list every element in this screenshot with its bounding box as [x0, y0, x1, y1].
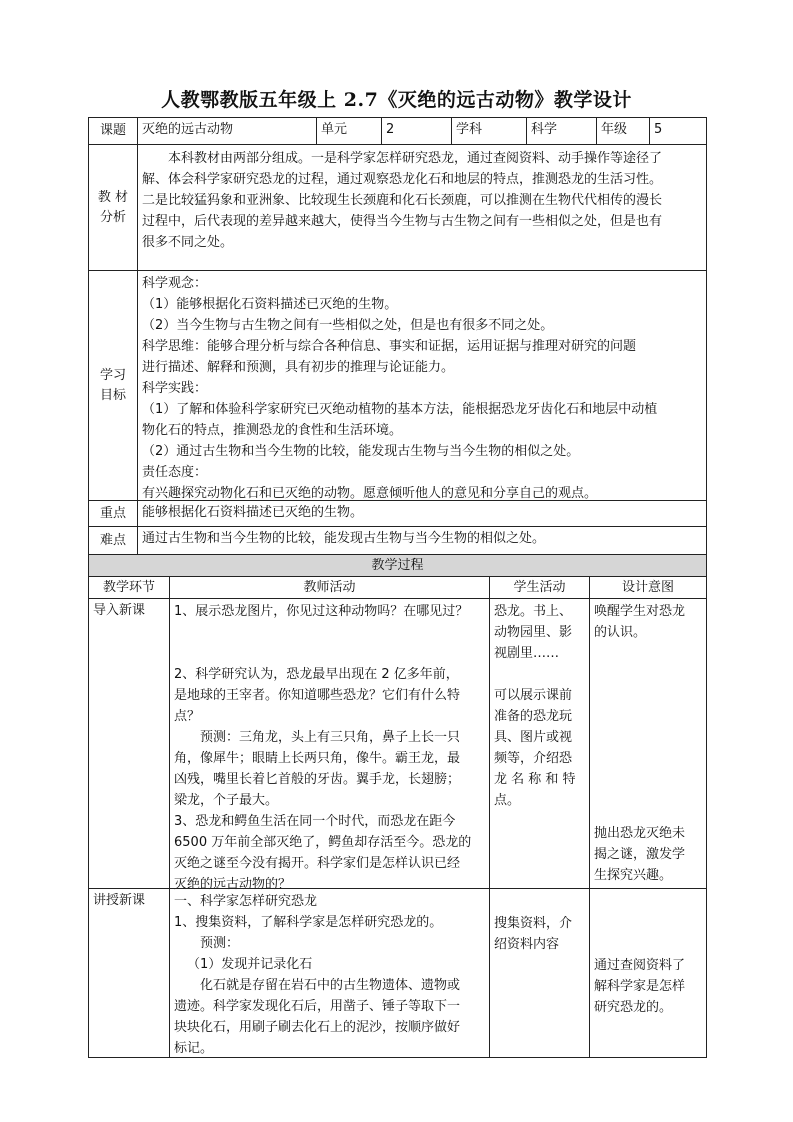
teacher-question-3-line: 6500 万年前全部灭绝了，鳄鱼却存活至今。恐龙的 [174, 835, 472, 850]
goals-line: 进行描述、解释和预测，具有初步的推理与论证能力。 [142, 360, 455, 375]
student-answer-2-line: 可以展示课前 [494, 688, 573, 703]
teacher-prediction-line: 角，像犀牛；眼睛上长两只角，像牛。霸王龙，最 [174, 751, 461, 766]
col-teacher-header: 教师活动 [169, 576, 490, 599]
key-point-content-cell: 能够根据化石资料描述已灭绝的生物。 [137, 500, 707, 527]
col-stage-header: 教学环节 [88, 576, 170, 599]
teacher-question-2-line: 2、科学研究认为，恐龙最早出现在 2 亿多年前， [174, 667, 459, 682]
grade-label-cell: 年级 [596, 117, 650, 145]
goals-line: （1）了解和体验科学家研究已灭绝动植物的基本方法，能根据恐龙牙齿化石和地层中动植 [142, 402, 658, 417]
new-teacher-line: 块块化石，用刷子刷去化石上的泥沙，按顺序做好 [174, 1020, 461, 1035]
subject-value-cell: 科学 [526, 117, 597, 145]
teacher-question-3-line: 灭绝之谜至今没有揭开。科学家们是怎样认识已经 [174, 856, 461, 871]
grade-value-cell: 5 [649, 117, 707, 145]
goals-label-line2: 目标 [99, 387, 126, 403]
goals-line: 科学思维：能够合理分析与综合各种信息、事实和证据，运用证据与推理对研究的问题 [142, 339, 637, 354]
col-student-header: 学生活动 [489, 576, 590, 599]
analysis-line: 二是比较猛犸象和亚洲象、比较现生长颈鹿和化石长颈鹿，可以推测在生物代代相传的漫长 [142, 193, 663, 208]
goals-line: （2）通过古生物和当今生物的比较，能发现古生物与当今生物的相似之处。 [142, 444, 580, 459]
goals-line: 科学实践： [142, 381, 208, 396]
spacer [594, 643, 702, 823]
difficulty-label-cell: 难点 [88, 526, 138, 555]
spacer [494, 664, 585, 685]
goals-line: （1）能够根据化石资料描述已灭绝的生物。 [142, 297, 398, 312]
analysis-label-line1: 教 材 [97, 189, 129, 205]
new-teacher-line: 标记。 [174, 1041, 214, 1056]
student-answer-2-line: 点。 [494, 793, 521, 808]
intent-2-line: 生探究兴趣。 [594, 868, 673, 883]
student-answer-2-line: 频等，介绍恐 [494, 751, 573, 766]
new-teacher-line: （1）发现并记录化石 [187, 957, 313, 972]
student-answer-2-line: 准备的恐龙玩 [494, 709, 573, 724]
new-student-line: 搜集资料，介 [494, 916, 573, 931]
new-student-cell [489, 888, 590, 1058]
intro-teacher-cell [169, 598, 490, 892]
analysis-label-cell [88, 144, 138, 271]
teacher-question-3-line: 3、恐龙和鳄鱼生活在同一个时代，而恐龙在距今 [174, 814, 456, 829]
new-intent-line: 解科学家是怎样 [594, 979, 686, 994]
course-value-cell: 灭绝的远古动物 [137, 117, 317, 145]
goals-line: 物化石的特点，推测恐龙的食性和生活环境。 [142, 423, 403, 438]
unit-label-cell: 单元 [316, 117, 382, 145]
analysis-line: 很多不同之处。 [142, 235, 234, 250]
new-teacher-line: 遗迹。科学家发现化石后，用凿子、锤子等取下一 [174, 999, 461, 1014]
teacher-question-1: 1、展示恐龙图片，你见过这种动物吗？在哪见过？ [174, 604, 469, 619]
analysis-line: 本科教材由两部分组成。一是科学家怎样研究恐龙，通过查阅资料、动手操作等途径了 [168, 151, 663, 166]
new-stage-cell: 讲授新课 [88, 888, 170, 1058]
new-teacher-cell [169, 888, 490, 1058]
goals-content-cell [137, 270, 707, 501]
new-student-line: 绍资料内容 [494, 937, 560, 952]
intent-2-line: 揭之谜，激发学 [594, 847, 686, 862]
new-teacher-line: 化石就是存留在岩石中的古生物遗体、遗物或 [200, 978, 461, 993]
intro-intent-cell [589, 598, 707, 889]
intro-stage-cell: 导入新课 [88, 598, 170, 889]
teacher-question-2-line: 是地球的王宰者。你知道哪些恐龙？它们有什么特 [174, 688, 461, 703]
key-point-label-cell: 重点 [88, 500, 138, 527]
course-label-cell: 课题 [88, 117, 138, 145]
goals-line: 有兴趣探究动物化石和已灭绝的动物。愿意倾听他人的意见和分享自己的观点。 [142, 486, 598, 501]
goals-line: 科学观念： [142, 276, 208, 291]
intent-2-line: 抛出恐龙灭绝未 [594, 826, 686, 841]
new-teacher-line: 预测： [200, 936, 240, 951]
new-intent-line: 研究恐龙的。 [594, 1000, 673, 1015]
teacher-prediction-line: 凶残，嘴里长着匕首般的牙齿。翼手龙，长翅膀； [174, 772, 461, 787]
student-answer-1-line: 恐龙。书上、 [494, 604, 573, 619]
student-answer-2-line: 龙 名 称 和 特 [494, 772, 576, 787]
goals-line: 责任态度： [142, 465, 208, 480]
difficulty-content-cell: 通过古生物和当今生物的比较，能发现古生物与当今生物的相似之处。 [137, 526, 707, 555]
analysis-label-line2: 分析 [99, 209, 126, 225]
col-intent-header: 设计意图 [589, 576, 707, 599]
teacher-question-2-line: 点？ [174, 709, 201, 724]
analysis-line: 过程中，后代表现的差异越来越大，使得当今生物与古生物之间有一些相似之处，但是也有 [142, 214, 663, 229]
unit-value-cell: 2 [381, 117, 452, 145]
intent-1-line: 的认识。 [594, 625, 647, 640]
goals-line: （2）当今生物与古生物之间有一些相似之处，但是也有很多不同之处。 [142, 318, 554, 333]
new-teacher-line: 一、科学家怎样研究恐龙 [174, 894, 318, 909]
teacher-prediction-line: 梁龙，个子最大。 [174, 793, 279, 808]
analysis-line: 解、体会科学家研究恐龙的过程，通过观察恐龙化石和地层的特点，推测恐龙的生活习性。 [142, 172, 663, 187]
teacher-question-3-line: 灭绝的远古动物的？ [174, 877, 292, 892]
goals-label-cell [88, 270, 138, 501]
process-heading-cell: 教学过程 [88, 554, 707, 577]
intent-1-line: 唤醒学生对恐龙 [594, 604, 686, 619]
teacher-prediction-line: 预测：三角龙，头上有三只角，鼻子上长一只 [200, 730, 461, 745]
new-intent-cell [589, 888, 707, 1058]
student-answer-1-line: 动物园里、影 [494, 625, 573, 640]
spacer [174, 622, 485, 664]
analysis-content-cell [137, 144, 707, 271]
student-answer-2-line: 具、图片或视 [494, 730, 573, 745]
goals-label-line1: 学习 [99, 367, 126, 383]
document-title: 人教鄂教版五年级上 2.7《灭绝的远古动物》教学设计 [161, 89, 632, 111]
new-intent-line: 通过查阅资料了 [594, 958, 686, 973]
intro-student-cell [489, 598, 590, 889]
subject-label-cell: 学科 [451, 117, 527, 145]
new-teacher-line: 1、搜集资料，了解科学家是怎样研究恐龙的。 [174, 915, 443, 930]
student-answer-1-line: 视剧里…… [494, 646, 560, 661]
